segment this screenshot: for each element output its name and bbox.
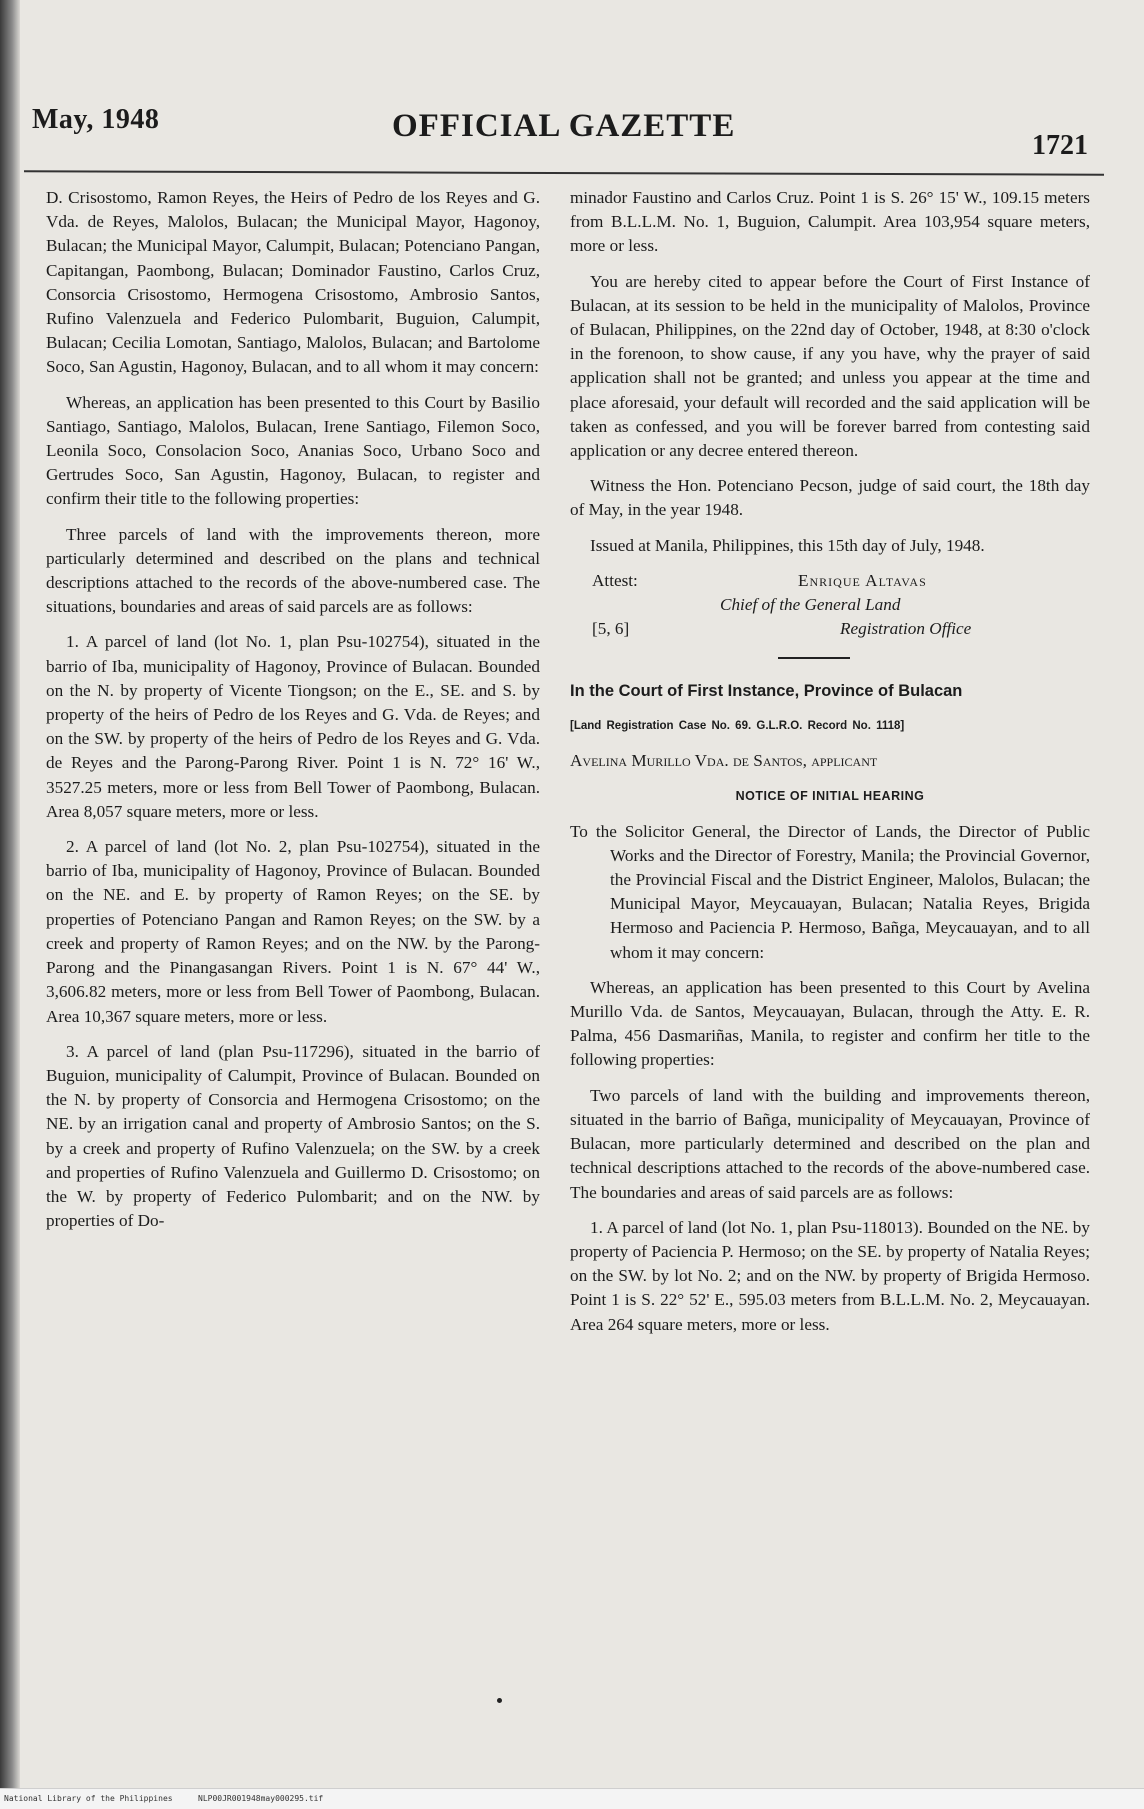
parcel-1-paragraph: 1. A parcel of land (lot No. 1, plan Psu-102754), situated in the barrio of Iba, municipality of Hagonoy, Province of Bulacan. Bounded on the N. by property of Vicente Tiongson; on the E., SE. and S. by property of the heirs of Pedro de los Reyes and G. Vda. de Reyes; and on the SW. by property of the heirs of Pedro de los Reyes and G. Vda. de Reyes and the Parong-Parong River. Point 1 is N. 72° 16' W., 3527.25 meters, more or less from Bell Tower of Paombong, Bulacan. Area 8,057 square meters, more or less.: [46, 632, 540, 821]
scan-binding-edge: [0, 0, 20, 1808]
footer-filename: NLP00JR001948may000295.tif: [198, 1794, 324, 1803]
case-reference: [Land Registration Case No. 69. G.L.R.O. Record No. 1118]: [570, 720, 905, 733]
parcel-3-paragraph: 3. A parcel of land (plan Psu-117296), situated in the barrio of Buguion, municipality of Calumpit, Province of Bulacan. Bounded on the N. by property of Consorcia and Hermogena Crisostomo; on the NE. by an irrigation canal and property of Ambrosio Santos; on the S. by a creek and property of Rufino Valenzuela; on the SW. by a creek and properties of Rufino Valenzuela and Guillermo D. Crisostomo; on the W. by property of Federico Pulombarit; and on the NW. by properties of Do-: [46, 1041, 540, 1231]
notice-title: NOTICE OF INITIAL HEARING: [735, 789, 925, 804]
court-heading: In the Court of First Instance, Province of Bulacan: [570, 681, 963, 700]
section-separator: [778, 657, 850, 659]
addressees-paragraph: D. Crisostomo, Ramon Reyes, the Heirs of Pedro de los Reyes and G. Vda. de Reyes, Malolos, Bulacan; the Municipal Mayor, Hagonoy, Bulacan; the Municipal Mayor, Calumpit, Bulacan; Potenciano Pangan, Capitangan, Paombong, Bulacan; Dominador Faustino, Carlos Cruz, Consorcia Crisostomo, Hermogena Crisostomo, Ambrosio Santos, Rufino Valenzuela and Federico Pulombarit, Buguion, Calumpit, Bulacan; Cecilia Lomotan, Santiago, Malolos, Bulacan; and Bartolome Soco, San Agustin, Hagonoy, Bulacan, and to all whom it may concern:: [46, 188, 540, 377]
parcels-intro-paragraph: Three parcels of land with the improvements thereon, more particularly determined and described on the plans and technical descriptions attached to the records of the above-numbered case. The situations, boundaries and areas of said parcels are as follows:: [46, 524, 540, 617]
witness-paragraph: Witness the Hon. Potenciano Pecson, judge of said court, the 18th day of May, in the year 1948.: [570, 476, 1090, 520]
applicant-line: Avelina Murillo Vda. de Santos, applicant: [570, 751, 878, 771]
right-column: [570, 186, 1090, 1348]
parcel-2-paragraph: 2. A parcel of land (lot No. 2, plan Psu-102754), situated in the barrio of Iba, municipality of Hagonoy, Province of Bulacan. Bounded on the NE. and E. by property of Ramon Reyes; on the SE. by properties of Potenciano Pangan and Ramon Reyes; on the SW. by a creek and property of Ramon Reyes; and on the NW. by the Parong-Parong and the Pinangasangan Rivers. Point 1 is N. 67° 44' W., 3,606.82 meters, more or less from Bell Tower of Paombong, Bulacan. Area 10,367 square meters, more or less.: [46, 837, 540, 1026]
notice-parcel-1-paragraph: 1. A parcel of land (lot No. 1, plan Psu-118013). Bounded on the NE. by property of Paciencia P. Hermoso; on the SE. by property of Natalia Reyes; on the SW. by lot No. 2; and on the NW. by property of Brigida Hermoso. Point 1 is S. 22° 52' E., 595.03 meters from B.L.L.M. No. 2, Meycauayan. Area 264 square meters, more or less.: [570, 1217, 1090, 1334]
attest-title-line-2: Registration Office: [840, 618, 972, 638]
attest-signatory: Enrique Altavas: [798, 570, 927, 590]
page-number: 1721: [1032, 130, 1088, 161]
notice-addressees-paragraph: To the Solicitor General, the Director of Lands, the Director of Public Works and the Director of Forestry, Manila; the Provincial Governor, the Provincial Fiscal and the District Engineer, Malolos, Bulacan; the Municipal Mayor, Meycauayan, Bulacan; Natalia Reyes, Brigida Hermoso and Paciencia P. Hermoso, Bañga, Meycauayan, and to all whom it may concern:: [570, 821, 1090, 962]
parcel-3-continuation: minador Faustino and Carlos Cruz. Point 1 is S. 26° 15' W., 109.15 meters from B.L.L.M. No. 1, Buguion, Calumpit. Area 103,954 square meters, more or less.: [570, 188, 1090, 256]
issue-date: May, 1948: [32, 104, 160, 135]
issued-paragraph: Issued at Manila, Philippines, this 15th day of July, 1948.: [590, 535, 985, 555]
footer-library: National Library of the Philippines: [4, 1794, 173, 1803]
attest-title-line-1: Chief of the General Land: [720, 594, 901, 614]
notice-parcels-intro-paragraph: Two parcels of land with the building and improvements thereon, situated in the barrio of Bañga, municipality of Meycauayan, Province of Bulacan, more particularly determined and described on the plan and technical descriptions attached to the records of the above-numbered case. The boundaries and areas of said parcels are as follows:: [570, 1085, 1090, 1202]
left-column: [46, 186, 540, 1244]
attest-reference: [5, 6]: [592, 618, 630, 638]
notice-whereas-paragraph: Whereas, an application has been presented to this Court by Avelina Murillo Vda. de Santos, Meycauayan, Bulacan, through the Atty. E. R. Palma, 456 Dasmariñas, Manila, to register and confirm her title to the following properties:: [570, 977, 1090, 1070]
attest-label: Attest:: [592, 570, 638, 590]
publication-title: OFFICIAL GAZETTE: [392, 108, 736, 144]
attestation-block: [570, 569, 1090, 647]
page-mark-dot: [497, 1698, 502, 1703]
citation-paragraph: You are hereby cited to appear before the Court of First Instance of Bulacan, at its session to be held in the municipality of Malolos, Province of Bulacan, Philippines, on the 22nd day of October, 1948, at 8:30 o'clock in the forenoon, to show cause, if any you have, why the prayer of said application shall not be granted; and unless you appear at the time and place aforesaid, your default will recorded and the said application will be taken as confessed, and you will be forever barred from contesting said application or any decree entered thereon.: [570, 271, 1090, 461]
header-rule: [24, 170, 1104, 175]
whereas-paragraph: Whereas, an application has been presented to this Court by Basilio Santiago, Santiago, Malolos, Bulacan, Irene Santiago, Filemon Soco, Leonila Soco, Consolacion Soco, Ananias Soco, Urbano Soco and Gertrudes Soco, San Agustin, Hagonoy, Bulacan, to register and confirm their title to the following properties:: [46, 392, 540, 509]
